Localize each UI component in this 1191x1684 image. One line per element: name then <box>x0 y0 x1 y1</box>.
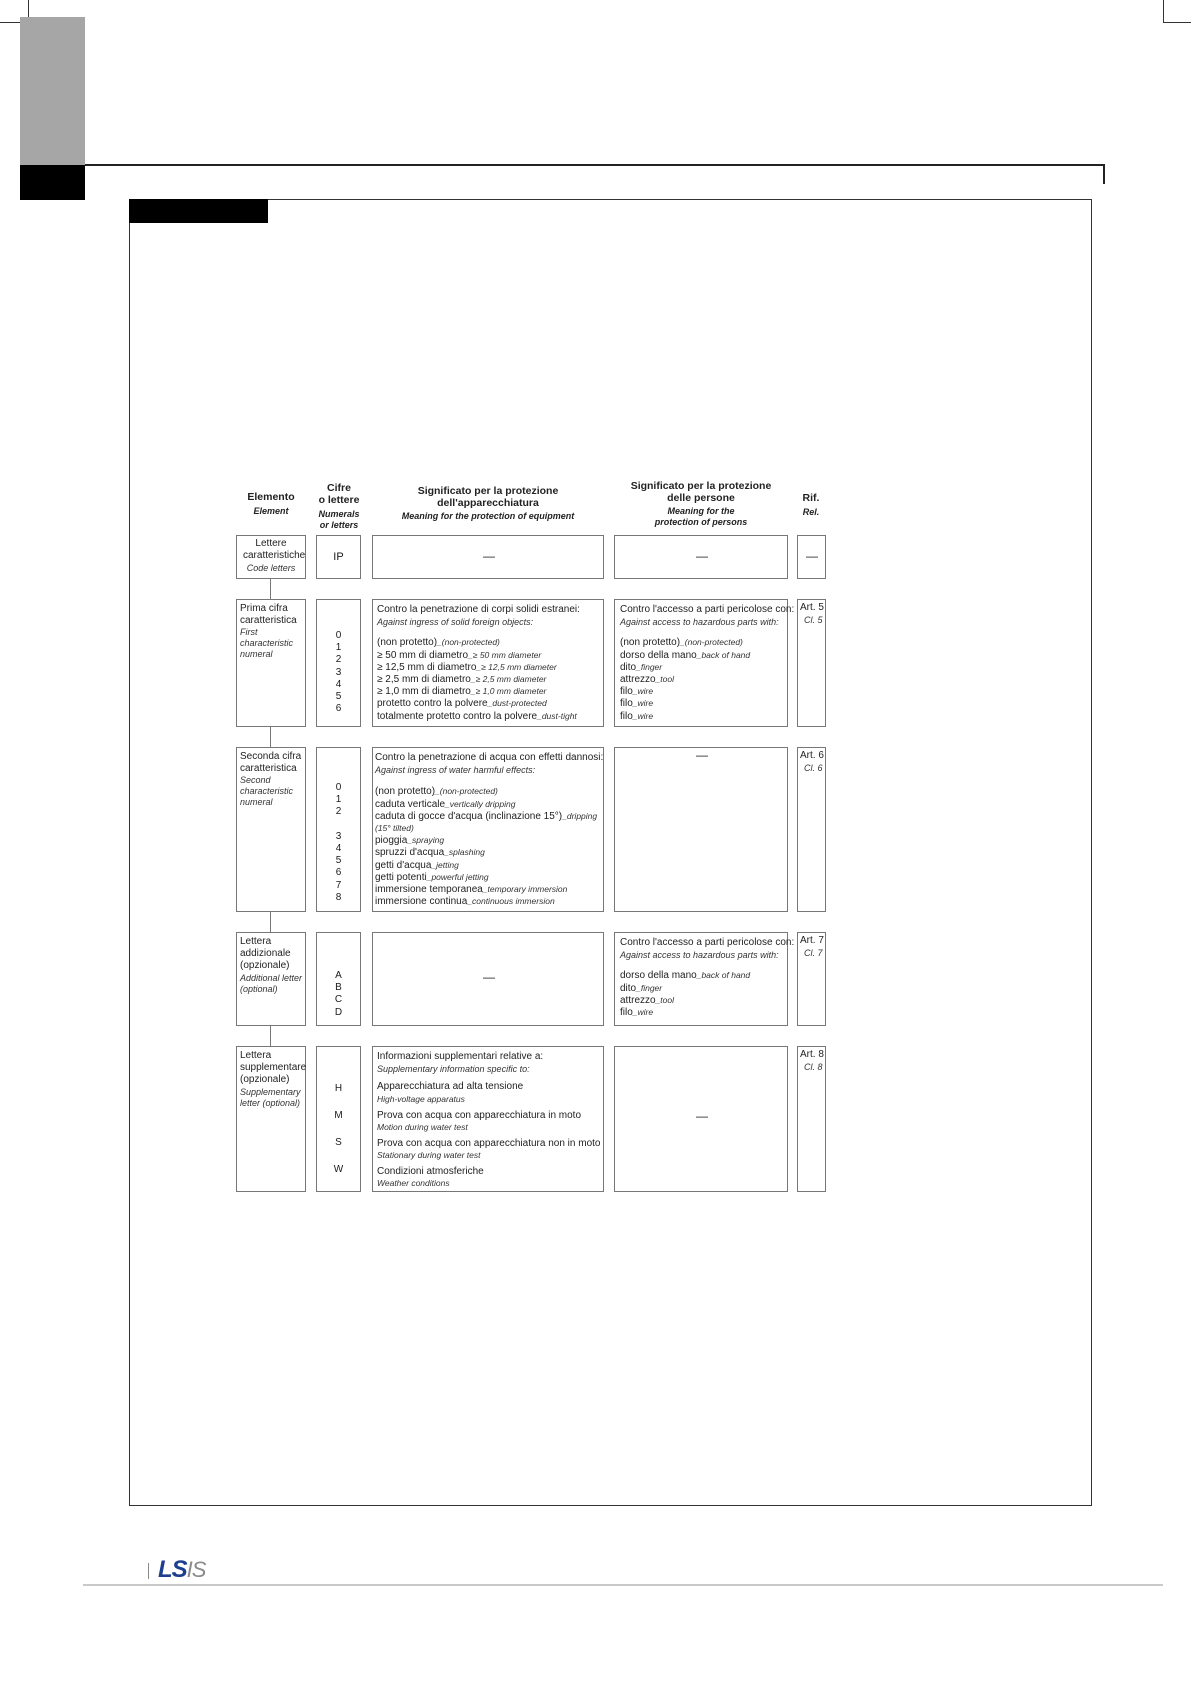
code-value: B <box>335 982 342 994</box>
description-line <box>620 632 794 649</box>
header-element-en: Element <box>253 506 289 516</box>
header-element-it: Elemento <box>247 491 295 503</box>
description-line <box>375 879 603 895</box>
supplementary-item <box>377 1081 600 1104</box>
ref-it: Art. 7 <box>800 935 824 946</box>
ref-it: Art. 6 <box>800 750 824 761</box>
header-persons-en: Meaning for the protection of persons <box>654 506 748 527</box>
item-en: Motion during water test <box>377 1121 468 1132</box>
persons-box-first-numeral <box>614 599 795 727</box>
line-it: (non protetto) <box>377 637 438 649</box>
header-numerals-en: Numerals or letters <box>318 509 360 530</box>
line-it: immersione continua <box>375 896 468 908</box>
equipment-box-first-numeral <box>372 599 604 727</box>
line-it: filo <box>620 1006 633 1018</box>
ref-en: Cl. 7 <box>804 948 823 959</box>
code-box-supplementary-letter <box>316 1046 361 1192</box>
element-en: Second characteristic numeral <box>240 775 294 808</box>
line-it: dito <box>620 661 637 673</box>
description-line <box>377 693 580 710</box>
line-it: attrezzo <box>620 994 656 1006</box>
description-line <box>620 990 794 1006</box>
description-line <box>375 891 603 908</box>
description-line <box>377 706 580 722</box>
header-equipment-en: Meaning for the protection of equipment <box>401 511 575 521</box>
code-value: 3 <box>335 666 342 678</box>
ref-box-first-numeral <box>797 599 826 727</box>
code-box-second-numeral <box>316 747 361 912</box>
description-line <box>375 806 603 822</box>
element-box-second-numeral <box>236 747 306 912</box>
item-en: High-voltage apparatus <box>377 1093 465 1104</box>
header-numerals <box>314 482 364 531</box>
ref-en: Cl. 5 <box>804 615 823 626</box>
line-it: dito <box>620 982 637 994</box>
line-it: filo <box>620 710 633 722</box>
line-en: _tool <box>655 994 675 1005</box>
line-it: getti potenti <box>375 871 427 883</box>
line-en: _splashing <box>444 847 485 858</box>
code-value: C <box>334 994 343 1006</box>
line-it: totalmente protetto contro la polvere <box>377 710 538 722</box>
persons-box-row0 <box>614 535 788 579</box>
line-it: spruzzi d'acqua <box>375 847 445 859</box>
description-line <box>375 842 603 859</box>
item-it: Prova con acqua con apparecchiatura non in moto <box>377 1137 601 1149</box>
code-value: 7 <box>335 879 342 891</box>
code-value <box>317 819 360 831</box>
description-line <box>375 830 603 847</box>
code-value: 0 <box>335 782 342 793</box>
header-equipment-it: Significato per la protezione dell'apparecchiatura <box>417 485 559 509</box>
footer-rule <box>83 1584 1163 1586</box>
code-value: 5 <box>335 690 342 702</box>
line-it: protetto contro la polvere <box>377 698 488 710</box>
persons-box-supplementary-letter <box>614 1046 788 1192</box>
logo-ls: LS <box>158 1556 187 1583</box>
equipment-box-row0 <box>372 535 604 579</box>
persons-title-en: Against access to hazardous parts with: <box>620 617 779 628</box>
description-line <box>377 657 580 673</box>
persons-title-it: Contro l'accesso a parti pericolose con: <box>620 937 795 948</box>
element-box-supplementary-letter <box>236 1046 306 1192</box>
element-it: Lettere caratteristiche <box>243 538 306 562</box>
dash: — <box>696 748 708 762</box>
line-it: immersione temporanea <box>375 883 483 895</box>
ref-box-second-numeral <box>797 747 826 912</box>
header-numerals-it: Cifre o lettere <box>318 482 360 506</box>
logo-is: IS <box>186 1557 206 1582</box>
element-box-additional-letter <box>236 932 306 1026</box>
connector-line <box>270 912 271 932</box>
line-en: _(non-protected) <box>680 637 743 648</box>
line-en: _dust-tight <box>537 710 577 721</box>
equipment-title-en: Against ingress of water harmful effects: <box>375 765 536 776</box>
line-en: _continuous immersion <box>467 896 555 907</box>
element-en: Additional letter (optional) <box>240 972 303 994</box>
description-line <box>620 706 794 722</box>
header-persons-it: Significato per la protezione delle persone <box>630 480 772 504</box>
element-en: Supplementary letter (optional) <box>240 1086 301 1108</box>
line-en: _finger <box>636 661 663 672</box>
connector-line <box>270 727 271 747</box>
header-ref-it: Rif. <box>802 492 820 504</box>
header-element <box>236 491 306 517</box>
item-it: Prova con acqua con apparecchiatura in moto <box>377 1109 582 1121</box>
code-value: 6 <box>335 703 342 715</box>
supplementary-item <box>377 1166 600 1189</box>
line-it: attrezzo <box>620 673 656 685</box>
header-equipment <box>372 485 604 522</box>
ref-en: Cl. 8 <box>804 1062 823 1073</box>
description-line <box>620 681 794 698</box>
item-it: Condizioni atmosferiche <box>377 1165 484 1177</box>
line-it: filo <box>620 698 633 710</box>
code-value: 8 <box>335 891 342 903</box>
line-en: _tool <box>655 673 675 684</box>
description-line <box>375 781 603 798</box>
header-tick <box>1103 164 1105 184</box>
line-en: _dripping <box>562 810 598 821</box>
ref-en: Cl. 6 <box>804 763 823 774</box>
persons-title-en: Against access to hazardous parts with: <box>620 950 779 961</box>
line-en: _jetting <box>431 859 459 870</box>
element-it: Seconda cifra caratteristica <box>240 751 302 775</box>
header-tab-black <box>20 165 85 200</box>
header-ref <box>796 492 826 518</box>
code-value: 3 <box>335 830 342 842</box>
description-line <box>620 965 794 982</box>
equipment-title-it: Contro la penetrazione di corpi solidi estranei: <box>377 604 580 615</box>
equipment-title-en: Supplementary information specific to: <box>377 1064 530 1075</box>
crop-mark <box>1163 0 1164 22</box>
ref-box-supplementary-letter <box>797 1046 826 1192</box>
line-en: _dust-protected <box>487 698 547 709</box>
code-value: 6 <box>335 867 342 879</box>
line-it: dorso della mano <box>620 649 697 661</box>
line-it: caduta verticale <box>375 798 446 810</box>
code-value: A <box>335 970 342 981</box>
ref-it: Art. 5 <box>800 602 824 613</box>
line-it: (non protetto) <box>620 637 681 649</box>
description-line <box>377 632 580 649</box>
ls-is-logo <box>158 1556 205 1584</box>
header-ref-en: Rel. <box>802 507 820 517</box>
persons-box-second-numeral <box>614 747 788 912</box>
code-value: D <box>334 1006 343 1018</box>
code-value: 4 <box>335 678 342 690</box>
item-it: Apparecchiatura ad alta tensione <box>377 1081 524 1093</box>
code-value: H <box>334 1083 343 1094</box>
footer-bar <box>148 1563 149 1579</box>
persons-box-additional-letter <box>614 932 795 1026</box>
code-value: S <box>335 1137 342 1148</box>
header-rule <box>85 164 1105 166</box>
frame-label-block <box>129 199 268 223</box>
item-en: Weather conditions <box>377 1178 450 1189</box>
line-it: (non protetto) <box>375 786 436 798</box>
line-it: pioggia <box>375 835 408 847</box>
line-en: _(non-protected) <box>435 786 498 797</box>
description-line <box>620 1002 794 1018</box>
line-it: ≥ 2,5 mm di diametro <box>377 673 471 685</box>
description-line <box>620 669 794 685</box>
line-en: _≥ 2,5 mm diameter <box>470 673 547 684</box>
line-en: _vertically dripping <box>445 798 516 809</box>
line-it: dorso della mano <box>620 970 697 982</box>
code-value: 0 <box>335 630 342 641</box>
description-line <box>620 645 794 661</box>
persons-title-it: Contro l'accesso a parti pericolose con: <box>620 604 795 615</box>
line-en: (15° tilted) <box>375 822 414 833</box>
line-en: _spraying <box>407 835 445 846</box>
description-line <box>377 645 580 661</box>
element-en: First characteristic numeral <box>240 627 294 660</box>
line-en: _≥ 50 mm diameter <box>468 649 542 660</box>
equipment-title-it: Informazioni supplementari relative a: <box>377 1051 544 1062</box>
dash: — <box>696 549 708 563</box>
equipment-title-en: Against ingress of solid foreign objects: <box>377 617 534 628</box>
connector-line <box>270 1026 271 1046</box>
equipment-box-second-numeral <box>372 747 604 912</box>
ref-box-row0 <box>797 535 826 579</box>
code-value: M <box>334 1110 343 1121</box>
code-box-additional-letter <box>316 932 361 1026</box>
element-it: Lettera supplementare (opzionale) <box>240 1050 307 1086</box>
crop-mark <box>1163 22 1191 23</box>
equipment-title-it: Contro la penetrazione di acqua con effetti dannosi: <box>375 752 604 763</box>
code-ip: IP <box>333 551 344 563</box>
line-it: filo <box>620 686 633 698</box>
code-value: 1 <box>335 642 342 654</box>
dash: — <box>483 549 495 563</box>
element-it: Prima cifra caratteristica <box>240 603 297 627</box>
dash: — <box>696 1109 708 1123</box>
code-value: W <box>333 1164 344 1175</box>
element-en: Code letters <box>246 563 296 574</box>
line-en: _finger <box>636 982 663 993</box>
element-box-first-numeral <box>236 599 306 727</box>
code-value: 2 <box>335 806 342 818</box>
code-value: 1 <box>335 794 342 806</box>
code-box-ip <box>316 535 361 579</box>
description-line <box>620 693 794 710</box>
line-en: _wire <box>632 686 654 697</box>
header-tab-gray <box>20 17 85 165</box>
description-line <box>375 794 603 810</box>
element-box-code-letters <box>236 535 306 579</box>
dash: — <box>483 970 495 984</box>
description-line <box>375 855 603 871</box>
line-it: getti d'acqua <box>375 859 432 871</box>
supplementary-item <box>377 1138 600 1161</box>
element-it: Lettera addizionale (opzionale) <box>240 936 291 972</box>
ref-box-additional-letter <box>797 932 826 1026</box>
connector-line <box>270 579 271 599</box>
ref-it: Art. 8 <box>800 1049 824 1060</box>
code-value: 5 <box>335 855 342 867</box>
line-en: _(non-protected) <box>437 637 500 648</box>
line-en: _wire <box>632 698 654 709</box>
description-line <box>377 681 580 698</box>
line-en: _back of hand <box>696 970 751 981</box>
line-it: caduta di gocce d'acqua (inclinazione 15°) <box>375 810 563 822</box>
line-it: ≥ 50 mm di diametro <box>377 649 469 661</box>
line-en: _powerful jetting <box>426 871 489 882</box>
line-en: _≥ 1,0 mm diameter <box>470 686 547 697</box>
line-en: _temporary immersion <box>482 883 568 894</box>
dash: — <box>806 549 818 563</box>
code-value: 4 <box>335 842 342 854</box>
line-en: _≥ 12,5 mm diameter <box>476 661 557 672</box>
supplementary-item <box>377 1110 600 1133</box>
line-en: _wire <box>632 1006 654 1017</box>
line-en: _back of hand <box>696 649 751 660</box>
code-value: 2 <box>335 654 342 666</box>
equipment-box-additional-letter <box>372 932 604 1026</box>
item-en: Stationary during water test <box>377 1149 481 1160</box>
description-line <box>375 867 603 883</box>
line-it: ≥ 1,0 mm di diametro <box>377 686 471 698</box>
line-en: _wire <box>632 710 654 721</box>
code-box-first-numeral <box>316 599 361 727</box>
header-persons <box>614 480 788 528</box>
equipment-box-supplementary-letter <box>372 1046 604 1192</box>
line-it: ≥ 12,5 mm di diametro <box>377 661 477 673</box>
